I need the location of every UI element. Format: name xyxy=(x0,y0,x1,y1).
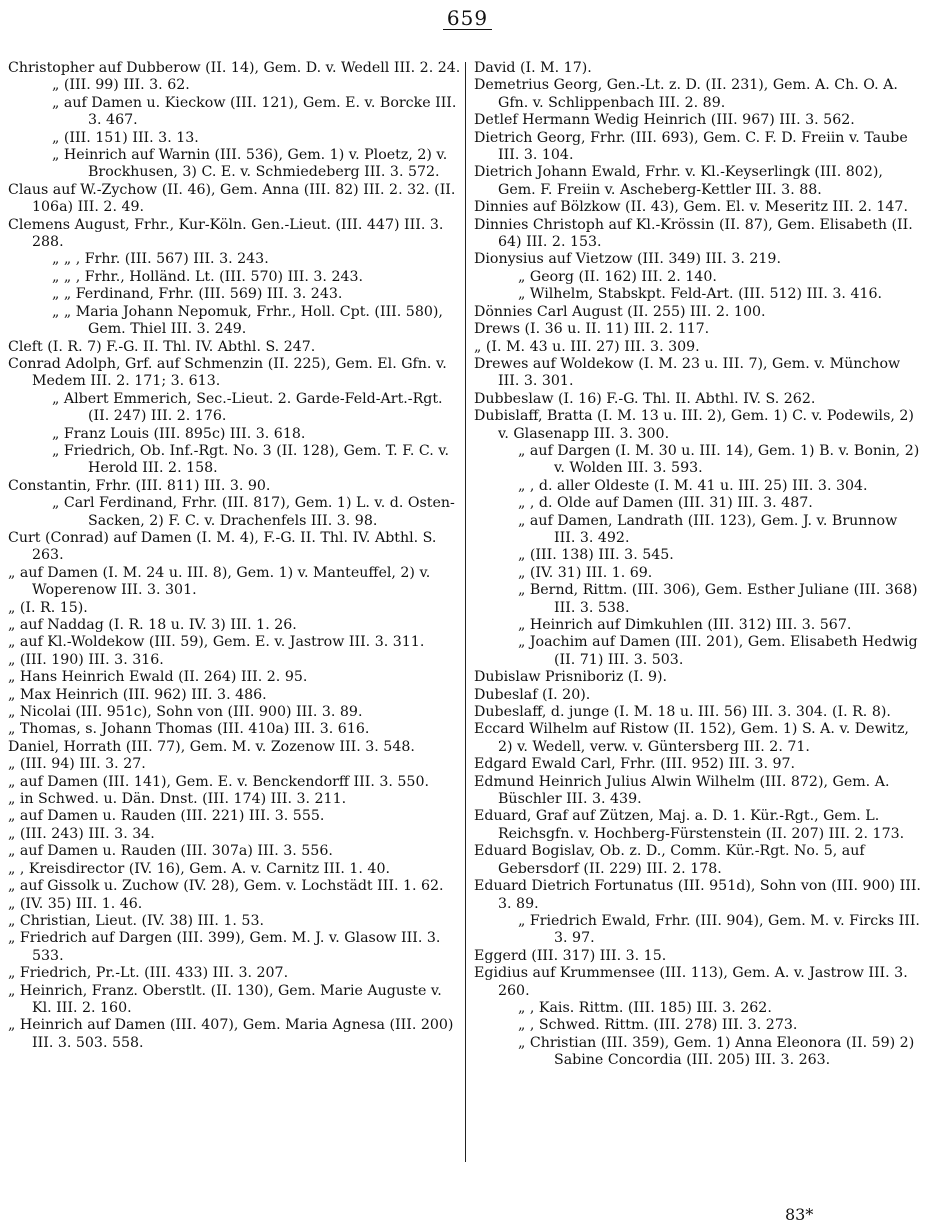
index-entry: „ Georg (II. 162) III. 2. 140. xyxy=(518,268,717,285)
index-entry: Detlef Hermann Wedig Heinrich (III. 967) III. 3. 562. xyxy=(474,112,855,129)
index-entry: Eduard Dietrich Fortunatus (III. 951d), Sohn von (III. 900) III. 3. 89. xyxy=(474,878,921,912)
index-entry: „ Heinrich auf Warnin (III. 536), Gem. 1) v. Ploetz, 2) v. Brockhusen, 3) C. E. v. Schmiedeberg III. 3. 572. xyxy=(52,147,448,181)
index-entry: „ auf Damen u. Kieckow (III. 121), Gem. E. v. Borcke III. 3. 467. xyxy=(52,94,457,129)
index-entry: „ (III. 190) III. 3. 316. xyxy=(8,651,164,668)
right-column xyxy=(474,60,922,1070)
index-entry: Dinnies auf Bölzkow (II. 43), Gem. El. v. Meseritz III. 2. 147. xyxy=(474,199,908,216)
index-entry: „ , d. aller Oldeste (I. M. 41 u. III. 25) III. 3. 304. xyxy=(518,477,868,494)
index-entry: David (I. M. 17). xyxy=(474,60,592,76)
index-entry: „ (I. R. 15). xyxy=(8,599,88,616)
index-entry: „ Heinrich auf Dimkuhlen (III. 312) III. 3. 567. xyxy=(518,617,852,633)
column-divider xyxy=(465,62,466,1162)
index-entry: „ Albert Emmerich, Sec.-Lieut. 2. Garde-Feld-Art.-Rgt. (II. 247) III. 2. 176. xyxy=(52,390,443,425)
index-entry: Dinnies Christoph auf Kl.-Krössin (II. 87), Gem. Elisabeth (II. 64) III. 2. 153. xyxy=(474,216,913,251)
index-entry: Curt (Conrad) auf Damen (I. M. 4), F.-G. II. Thl. IV. Abthl. S. 263. xyxy=(8,529,437,564)
index-entry: Constantin, Frhr. (III. 811) III. 3. 90. xyxy=(8,477,271,494)
index-entry: „ auf Damen u. Rauden (III. 221) III. 3. 555. xyxy=(8,808,325,825)
index-entry: Demetrius Georg, Gen.-Lt. z. D. (II. 231), Gem. A. Ch. O. A. Gfn. v. Schlippenbach III. 2. 89. xyxy=(474,77,898,111)
index-entry: „ (IV. 35) III. 1. 46. xyxy=(8,895,143,912)
footer-signature-mark: 83* xyxy=(785,1205,814,1224)
index-entry: „ „ , Frhr., Holländ. Lt. (III. 570) III. 3. 243. xyxy=(52,268,364,285)
index-entry: „ Friedrich, Pr.-Lt. (III. 433) III. 3. 207. xyxy=(8,965,289,982)
index-entry: Dubislaw Prisniboriz (I. 9). xyxy=(474,669,668,686)
index-entry: Claus auf W.-Zychow (II. 46), Gem. Anna (III. 82) III. 2. 32. (II. 106a) III. 2. 49. xyxy=(8,181,456,216)
index-entry: „ auf Damen (I. M. 24 u. III. 8), Gem. 1) v. Manteuffel, 2) v. Woperenow III. 3. 301. xyxy=(8,564,431,599)
index-entry: „ (III. 151) III. 3. 13. xyxy=(52,129,199,146)
index-entry: Dietrich Georg, Frhr. (III. 693), Gem. C. F. D. Freiin v. Taube III. 3. 104. xyxy=(474,129,908,164)
index-entry: Daniel, Horrath (III. 77), Gem. M. v. Zozenow III. 3. 548. xyxy=(8,738,415,755)
index-entry: „ (III. 99) III. 3. 62. xyxy=(52,77,190,94)
index-entry: „ (III. 138) III. 3. 545. xyxy=(518,547,674,564)
index-entry: „ , Schwed. Rittm. (III. 278) III. 3. 273. xyxy=(518,1017,798,1034)
index-entry: Eggerd (III. 317) III. 3. 15. xyxy=(474,947,667,964)
index-entry: „ auf Gissolk u. Zuchow (IV. 28), Gem. v. Lochstädt III. 1. 62. xyxy=(8,878,444,895)
index-entry: „ Friedrich auf Dargen (III. 399), Gem. M. J. v. Glasow III. 3. 533. xyxy=(8,930,441,964)
index-entry: Eccard Wilhelm auf Ristow (II. 152), Gem. 1) S. A. v. Dewitz, 2) v. Wedell, verw. v. Güntersberg III. 2. 71. xyxy=(474,721,909,755)
index-entry: Dubbeslaw (I. 16) F.-G. Thl. II. Abthl. IV. S. 262. xyxy=(474,390,816,407)
index-entry: „ auf Damen, Landrath (III. 123), Gem. J. v. Brunnow III. 3. 492. xyxy=(518,512,898,546)
index-entry: „ Christian, Lieut. (IV. 38) III. 1. 53. xyxy=(8,912,264,929)
index-entry: „ Max Heinrich (III. 962) III. 3. 486. xyxy=(8,686,267,703)
index-entry: „ Christian (III. 359), Gem. 1) Anna Eleonora (II. 59) 2) Sabine Concordia (III. 205) III. 3. 263. xyxy=(518,1034,915,1069)
index-entry: „ Joachim auf Damen (III. 201), Gem. Elisabeth Hedwig (II. 71) III. 3. 503. xyxy=(518,634,918,668)
index-entry: „ Franz Louis (III. 895c) III. 3. 618. xyxy=(52,425,306,442)
index-entry: „ , Kreisdirector (IV. 16), Gem. A. v. Carnitz III. 1. 40. xyxy=(8,860,390,877)
index-entry: „ (III. 94) III. 3. 27. xyxy=(8,756,146,773)
index-entry: Dionysius auf Vietzow (III. 349) III. 3. 219. xyxy=(474,251,781,268)
index-entry: Conrad Adolph, Grf. auf Schmenzin (II. 225), Gem. El. Gfn. v. Medem III. 2. 171; 3. 613. xyxy=(8,355,447,390)
index-entry: Clemens August, Frhr., Kur-Köln. Gen.-Lieut. (III. 447) III. 3. 288. xyxy=(8,216,444,251)
index-entry: „ Heinrich, Franz. Oberstlt. (II. 130), Gem. Marie Auguste v. Kl. III. 2. 160. xyxy=(8,982,442,1016)
index-entry: „ in Schwed. u. Dän. Dnst. (III. 174) III. 3. 211. xyxy=(8,791,347,808)
index-entry: „ auf Naddag (I. R. 18 u. IV. 3) III. 1. 26. xyxy=(8,617,297,633)
index-entry: „ Friedrich Ewald, Frhr. (III. 904), Gem. M. v. Fircks III. 3. 97. xyxy=(518,912,920,947)
index-entry: Dubeslaf (I. 20). xyxy=(474,686,591,703)
index-entry: „ Hans Heinrich Ewald (II. 264) III. 2. 95. xyxy=(8,669,308,686)
index-entry: Drews (I. 36 u. II. 11) III. 2. 117. xyxy=(474,321,710,338)
index-entry: Eduard Bogislav, Ob. z. D., Comm. Kür.-Rgt. No. 5, auf Gebersdorf (II. 229) III. 2. 178. xyxy=(474,843,865,877)
index-entry: „ „ Maria Johann Nepomuk, Frhr., Holl. Cpt. (III. 580), Gem. Thiel III. 3. 249. xyxy=(52,303,443,338)
index-entry: „ (I. M. 43 u. III. 27) III. 3. 309. xyxy=(474,338,700,355)
index-entry: „ Nicolai (III. 951c), Sohn von (III. 900) III. 3. 89. xyxy=(8,704,363,721)
index-entry: Edgard Ewald Carl, Frhr. (III. 952) III. 3. 97. xyxy=(474,756,796,773)
left-column xyxy=(8,60,462,1052)
index-entry: Dönnies Carl August (II. 255) III. 2. 100. xyxy=(474,303,766,320)
index-entry: „ Thomas, s. Johann Thomas (III. 410a) III. 3. 616. xyxy=(8,721,370,738)
index-entry: „ Friedrich, Ob. Inf.-Rgt. No. 3 (II. 128), Gem. T. F. C. v. Herold III. 2. 158. xyxy=(52,442,450,477)
index-entry: „ Bernd, Rittm. (III. 306), Gem. Esther Juliane (III. 368) III. 3. 538. xyxy=(518,582,918,616)
index-entry: Egidius auf Krummensee (III. 113), Gem. A. v. Jastrow III. 3. 260. xyxy=(474,965,908,999)
index-entry: „ auf Damen (III. 141), Gem. E. v. Benckendorff III. 3. 550. xyxy=(8,773,429,790)
index-entry: Dietrich Johann Ewald, Frhr. v. Kl.-Keyserlingk (III. 802), Gem. F. Freiin v. Ascheberg-Kettler III. 3. 88. xyxy=(474,164,883,198)
index-entry: Eduard, Graf auf Zützen, Maj. a. D. 1. Kür.-Rgt., Gem. L. Reichsgfn. v. Hochberg-Fürstenstein (II. 207) III. 2. 173. xyxy=(474,808,905,842)
index-entry: „ auf Damen u. Rauden (III. 307a) III. 3. 556. xyxy=(8,843,333,860)
index-entry: Cleft (I. R. 7) F.-G. II. Thl. IV. Abthl. S. 247. xyxy=(8,338,316,355)
page-number xyxy=(0,6,935,30)
index-entry: Christopher auf Dubberow (II. 14), Gem. D. v. Wedell III. 2. 24. xyxy=(8,60,461,76)
index-entry: „ „ , Frhr. (III. 567) III. 3. 243. xyxy=(52,251,269,268)
index-entry: „ Heinrich auf Damen (III. 407), Gem. Maria Agnesa (III. 200) III. 3. 503. 558. xyxy=(8,1017,454,1051)
index-entry: „ Carl Ferdinand, Frhr. (III. 817), Gem. 1) L. v. d. Osten-Sacken, 2) F. C. v. Drachenfels III. 3. 98. xyxy=(52,495,455,529)
index-entry: „ „ Ferdinand, Frhr. (III. 569) III. 3. 243. xyxy=(52,286,343,303)
index-entry: „ Wilhelm, Stabskpt. Feld-Art. (III. 512) III. 3. 416. xyxy=(518,286,883,303)
index-entry: „ auf Dargen (I. M. 30 u. III. 14), Gem. 1) B. v. Bonin, 2) v. Wolden III. 3. 593. xyxy=(518,442,920,477)
index-entry: Drewes auf Woldekow (I. M. 23 u. III. 7), Gem. v. Münchow III. 3. 301. xyxy=(474,355,901,390)
index-entry: „ (IV. 31) III. 1. 69. xyxy=(518,564,653,581)
index-entry: „ , d. Olde auf Damen (III. 31) III. 3. 487. xyxy=(518,495,813,512)
index-entry: Dubeslaff, d. junge (I. M. 18 u. III. 56) III. 3. 304. (I. R. 8). xyxy=(474,704,891,721)
index-entry: Edmund Heinrich Julius Alwin Wilhelm (III. 872), Gem. A. Büschler III. 3. 439. xyxy=(474,773,890,808)
page-number-text: 659 xyxy=(443,7,492,30)
index-entry: „ (III. 243) III. 3. 34. xyxy=(8,825,155,842)
index-entry: „ , Kais. Rittm. (III. 185) III. 3. 262. xyxy=(518,999,772,1016)
index-entry: „ auf Kl.-Woldekow (III. 59), Gem. E. v. Jastrow III. 3. 311. xyxy=(8,634,425,651)
index-entry: Dubislaff, Bratta (I. M. 13 u. III. 2), Gem. 1) C. v. Podewils, 2) v. Glasenapp III. 3. 300. xyxy=(474,408,914,442)
